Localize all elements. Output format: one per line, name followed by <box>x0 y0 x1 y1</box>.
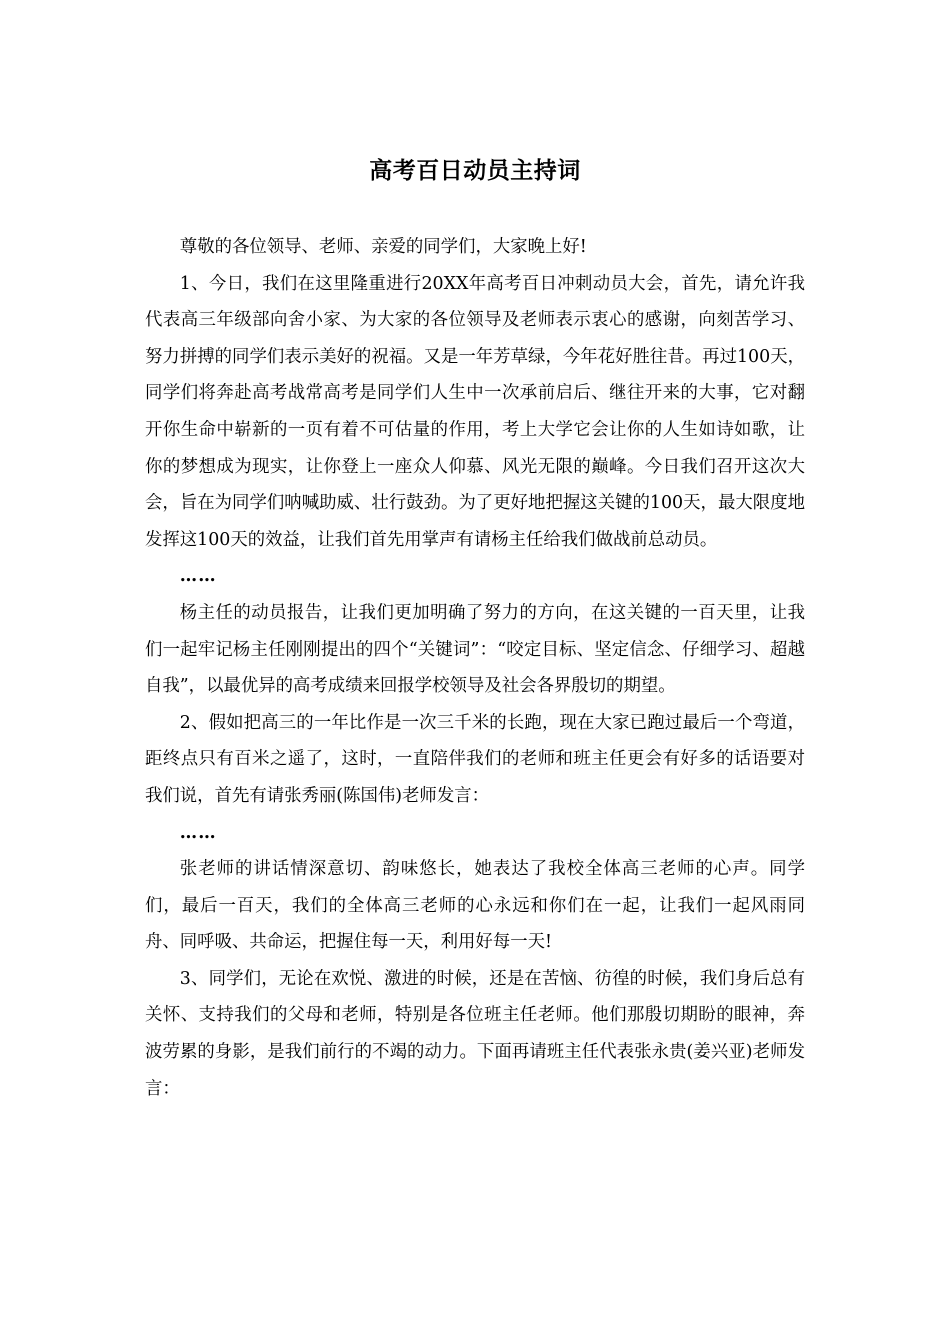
paragraph-2: 2、假如把高三的一年比作是一次三千米的长跑，现在大家已跑过最后一个弯道，距终点只有百米之遥了，这时，一直陪伴我们的老师和班主任更会有好多的话语要对我们说，首先有请张秀丽(陈国伟)老师发言： <box>145 712 805 806</box>
paragraph-ellipsis: …… <box>179 566 217 587</box>
paragraph-response-2: 张老师的讲话情深意切、韵味悠长，她表达了我校全体高三老师的心声。同学们，最后一百天，我们的全体高三老师的心永远和你们在一起，让我们一起风雨同舟、同呼吸、共命运，把握住每一天，利用好每一天! <box>145 859 805 953</box>
document-title: 高考百日动员主持词 <box>369 157 581 184</box>
document-body <box>145 229 805 1107</box>
paragraph-1: 1、今日，我们在这里隆重进行20XX年高考百日冲刺动员大会，首先，请允许我代表高三年级部向舍小家、为大家的各位领导及老师表示衷心的感谢，向刻苦学习、努力拼搏的同学们表示美好的祝福。又是一年芳草绿，今年花好胜往昔。再过100天，同学们将奔赴高考战常高考是同学们人生中一次承前启后、继往开来的大事，它对翻开你生命中崭新的一页有着不可估量的作用，考上大学它会让你的人生如诗如歌，让你的梦想成为现实，让你登上一座众人仰慕、风光无限的巅峰。今日我们召开这次大会，旨在为同学们呐喊助威、壮行鼓劲。为了更好地把握这关键的100天，最大限度地发挥这100天的效益，让我们首先用掌声有请杨主任给我们做战前总动员。 <box>145 273 805 550</box>
paragraph-response-1: 杨主任的动员报告，让我们更加明确了努力的方向，在这关键的一百天里，让我们一起牢记杨主任刚刚提出的四个“关键词”：“咬定目标、坚定信念、仔细学习、超越自我”，以最优异的高考成绩来回报学校领导及社会各界殷切的期望。 <box>145 602 805 697</box>
paragraph-ellipsis: …… <box>179 822 217 843</box>
paragraph-greeting: 尊敬的各位领导、老师、亲爱的同学们，大家晚上好! <box>179 237 587 257</box>
paragraph-3: 3、同学们，无论在欢悦、激进的时候，还是在苦恼、彷徨的时候，我们身后总有关怀、支持我们的父母和老师，特别是各位班主任老师。他们那殷切期盼的眼神，奔波劳累的身影，是我们前行的不竭的动力。下面再请班主任代表张永贵(姜兴亚)老师发言： <box>145 968 805 1099</box>
